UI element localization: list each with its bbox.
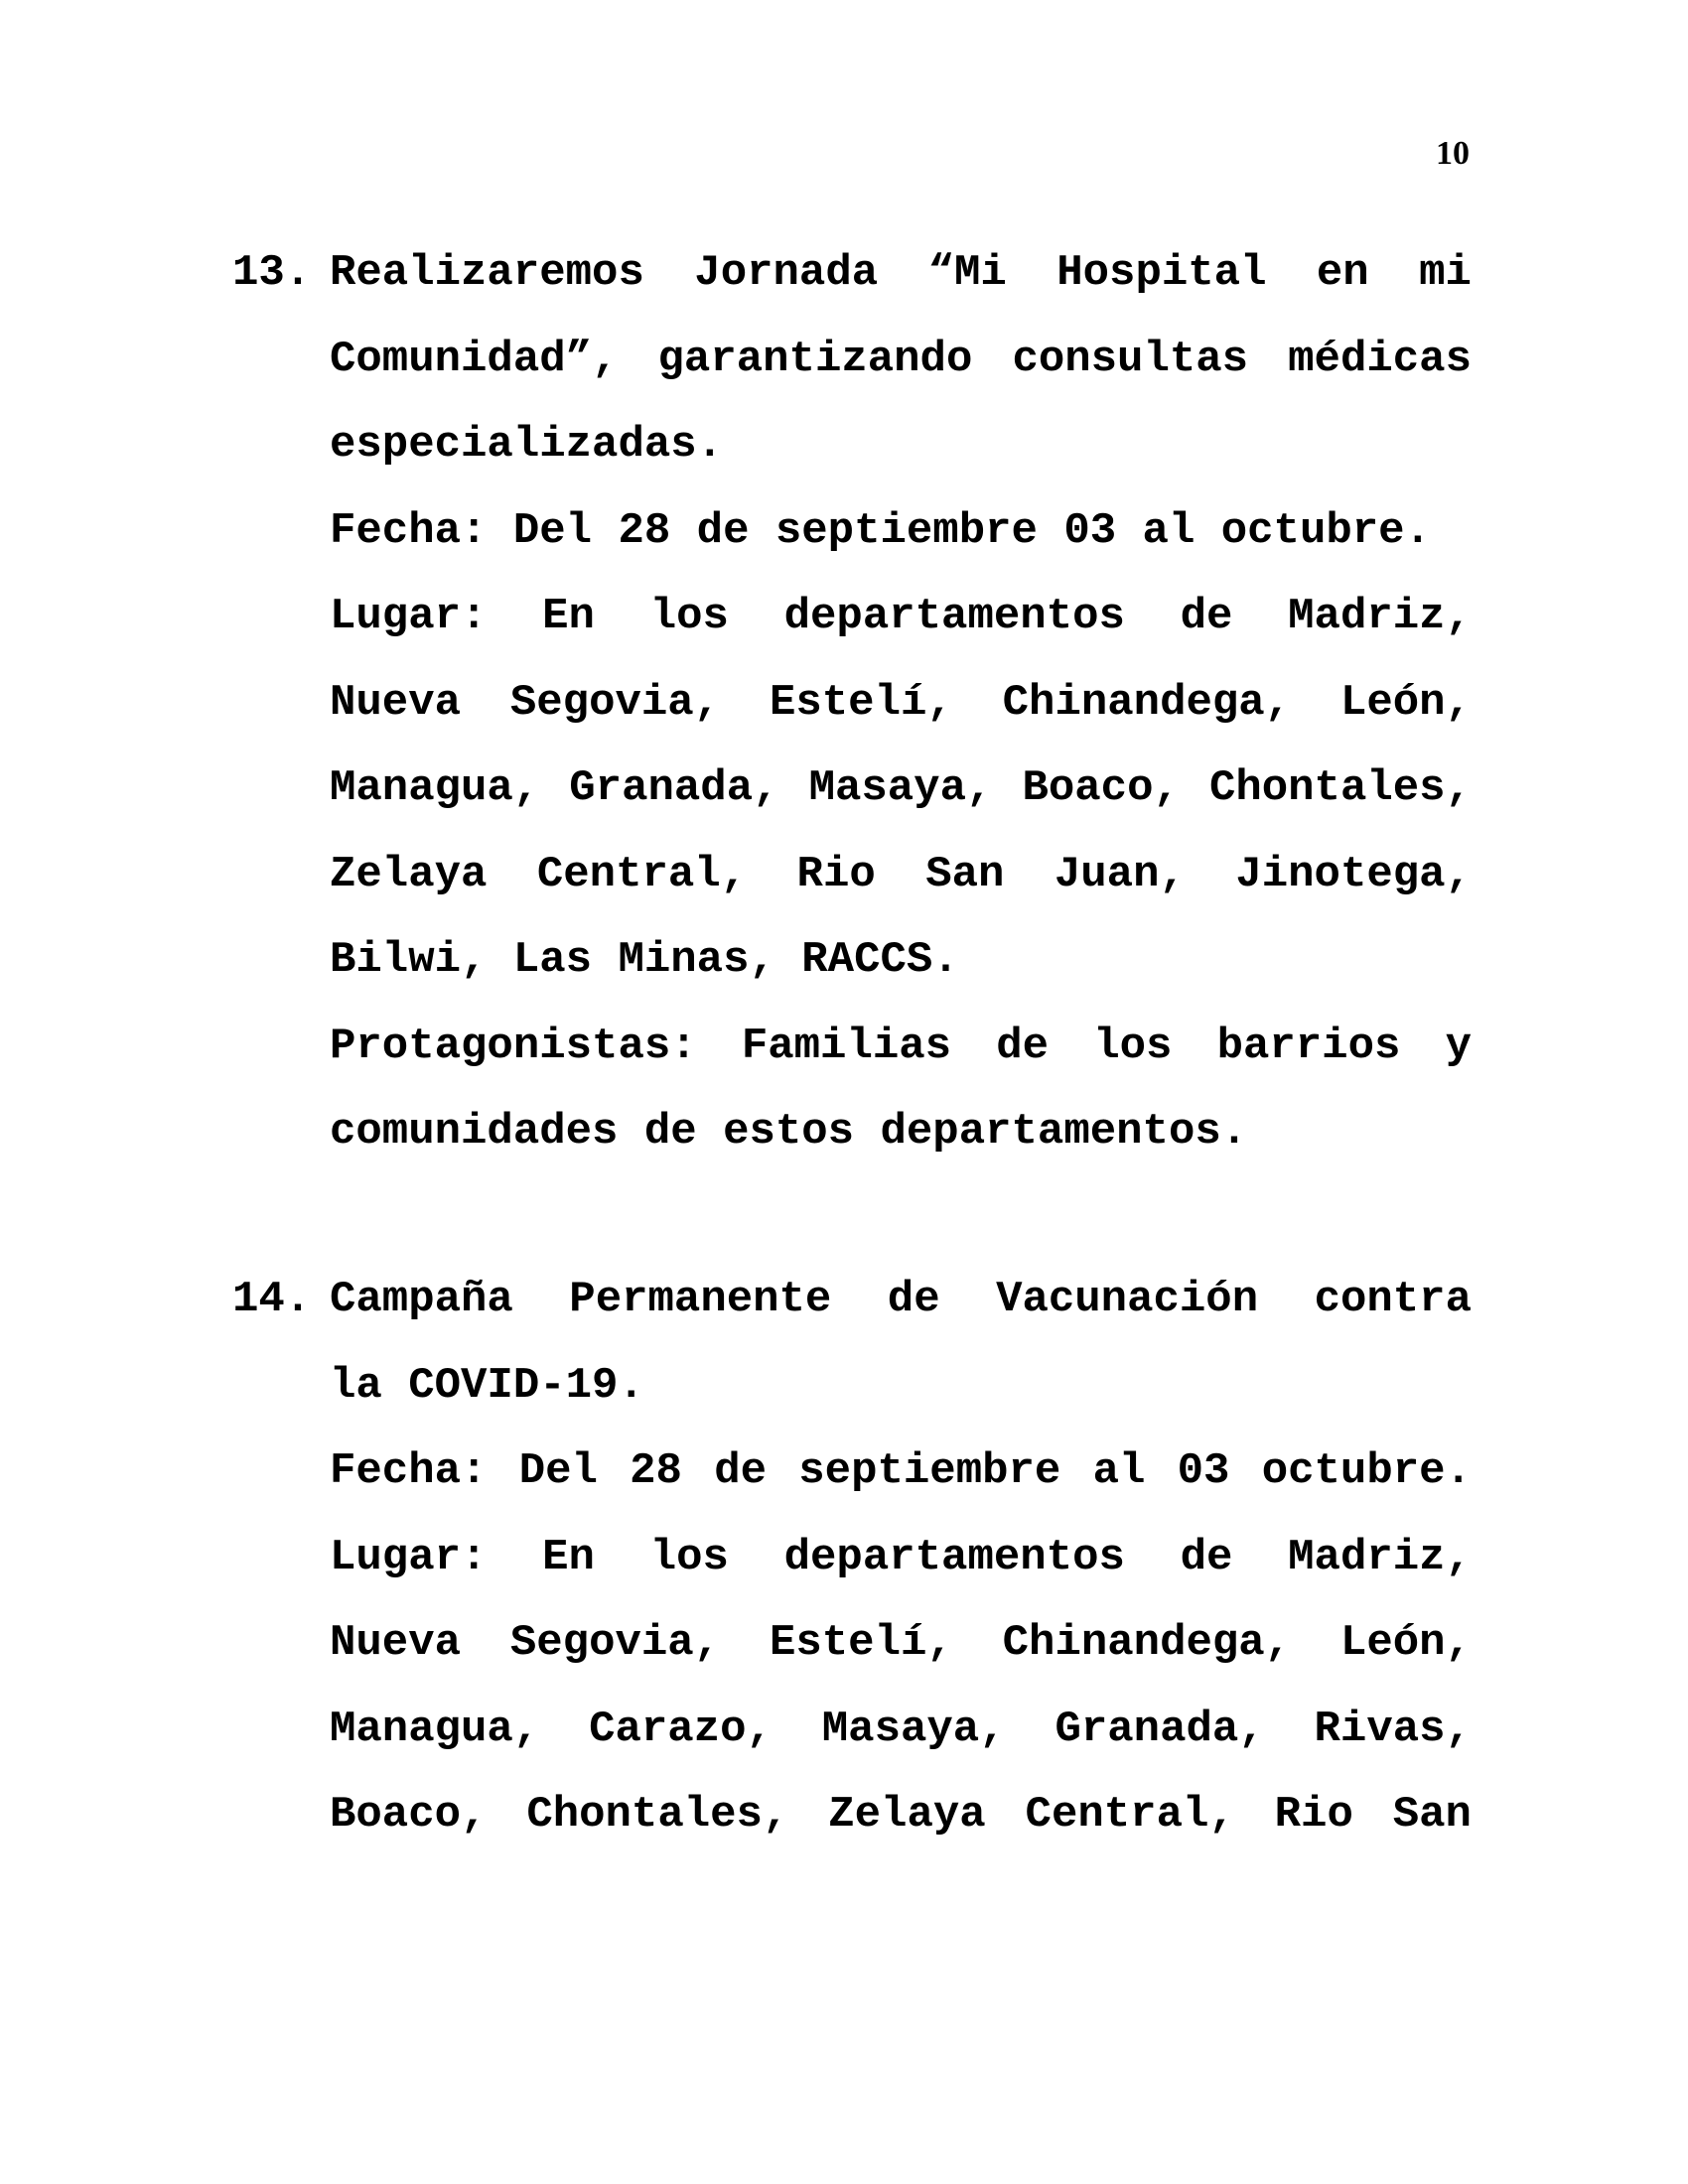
word: Chinandega, [1002, 1618, 1292, 1668]
word: en [1316, 248, 1369, 298]
word: Campaña [330, 1275, 513, 1324]
word: Familias [741, 1021, 952, 1071]
word: “Mi [927, 248, 1007, 298]
word: Chinandega, [1002, 677, 1292, 728]
word: Hospital [1056, 248, 1267, 298]
word: Estelí, [769, 1618, 953, 1668]
word: San [1392, 1790, 1472, 1840]
word: Carazo, [589, 1704, 773, 1754]
word: de [887, 1275, 940, 1324]
word: los [649, 1532, 729, 1582]
text-line: la COVID-19. [330, 1360, 644, 1411]
word: Rio [1274, 1790, 1353, 1840]
word: Zelaya [828, 1790, 986, 1840]
text-line [330, 660, 1472, 747]
text-line: especializadas. [330, 420, 724, 470]
word: Rio [796, 849, 876, 899]
word: Chontales, [526, 1790, 789, 1840]
list-item-number: 13. [232, 248, 312, 298]
word: Boaco, [1022, 763, 1180, 813]
word: Central, [1025, 1790, 1235, 1840]
word: Managua, [330, 1704, 540, 1754]
word: barrios [1216, 1021, 1401, 1071]
word: octubre. [1261, 1446, 1472, 1496]
text-line [330, 1004, 1472, 1090]
word: Madriz, [1288, 592, 1472, 641]
text-line [330, 1257, 1472, 1343]
word: Segovia, [509, 1618, 721, 1668]
text-line [330, 1687, 1472, 1773]
word: Rivas, [1314, 1704, 1472, 1754]
list-item-body [330, 1257, 1472, 1858]
page-number: 10 [1436, 135, 1470, 172]
word: Realizaremos [330, 248, 644, 298]
word: Masaya, [821, 1704, 1006, 1754]
word: departamentos [783, 1532, 1125, 1582]
word: Permanente [569, 1275, 832, 1324]
word: y [1445, 1021, 1472, 1071]
word: médicas [1288, 334, 1472, 384]
word: Lugar: [330, 1532, 488, 1582]
word: Comunidad”, [330, 334, 619, 384]
word: contra [1314, 1275, 1472, 1324]
text-line [330, 1772, 1472, 1858]
word: Madriz, [1288, 1532, 1472, 1582]
word: de [996, 1021, 1050, 1071]
word: Granada, [1055, 1704, 1265, 1754]
word: Chontales, [1208, 763, 1472, 813]
word: Del [518, 1446, 598, 1496]
list-item-number: 14. [232, 1275, 312, 1324]
word: de [1180, 1532, 1233, 1582]
word: Fecha: [330, 1446, 488, 1496]
word: San [925, 849, 1005, 899]
word: los [1093, 1021, 1173, 1071]
word: 03 [1177, 1446, 1230, 1496]
word: León, [1339, 677, 1472, 728]
text-line [330, 574, 1472, 660]
word: departamentos [783, 592, 1125, 641]
word: Jinotega, [1235, 849, 1472, 899]
list-item-13 [232, 230, 1472, 1175]
list-item-14 [232, 1257, 1472, 1858]
word: septiembre [798, 1446, 1061, 1496]
word: Jornada [694, 248, 879, 298]
text-line [330, 1429, 1472, 1515]
word: Nueva [330, 677, 462, 728]
word: los [649, 592, 729, 641]
word: garantizando [657, 334, 973, 384]
text-line [330, 1515, 1472, 1601]
list-item-body [330, 230, 1472, 1175]
word: Managua, [330, 763, 540, 813]
word: Central, [536, 849, 748, 899]
word: Lugar: [330, 592, 488, 641]
word: Boaco, [330, 1790, 488, 1840]
word: de [1180, 592, 1233, 641]
word: de [714, 1446, 768, 1496]
text-line [330, 317, 1472, 403]
word: 28 [630, 1446, 682, 1496]
text-line: comunidades de estos departamentos. [330, 1107, 1248, 1157]
word: mi [1419, 248, 1472, 298]
word: Vacunación [996, 1275, 1259, 1324]
word: Juan, [1054, 849, 1186, 899]
word: León, [1339, 1618, 1472, 1668]
text-line [330, 832, 1472, 918]
word: al [1092, 1446, 1146, 1496]
text-line [330, 230, 1472, 317]
text-line [330, 1600, 1472, 1687]
text-line [330, 746, 1472, 832]
text-line: Bilwi, Las Minas, RACCS. [330, 935, 959, 985]
word: Estelí, [769, 677, 953, 728]
word: Masaya, [808, 763, 993, 813]
word: Nueva [330, 1618, 462, 1668]
text-line: Fecha: Del 28 de septiembre 03 al octubre. [330, 505, 1431, 556]
word: consultas [1012, 334, 1249, 384]
word: En [542, 592, 595, 641]
word: Zelaya [330, 849, 488, 899]
word: Segovia, [509, 677, 721, 728]
word: En [542, 1532, 595, 1582]
word: Protagonistas: [330, 1021, 697, 1071]
word: Granada, [569, 763, 779, 813]
